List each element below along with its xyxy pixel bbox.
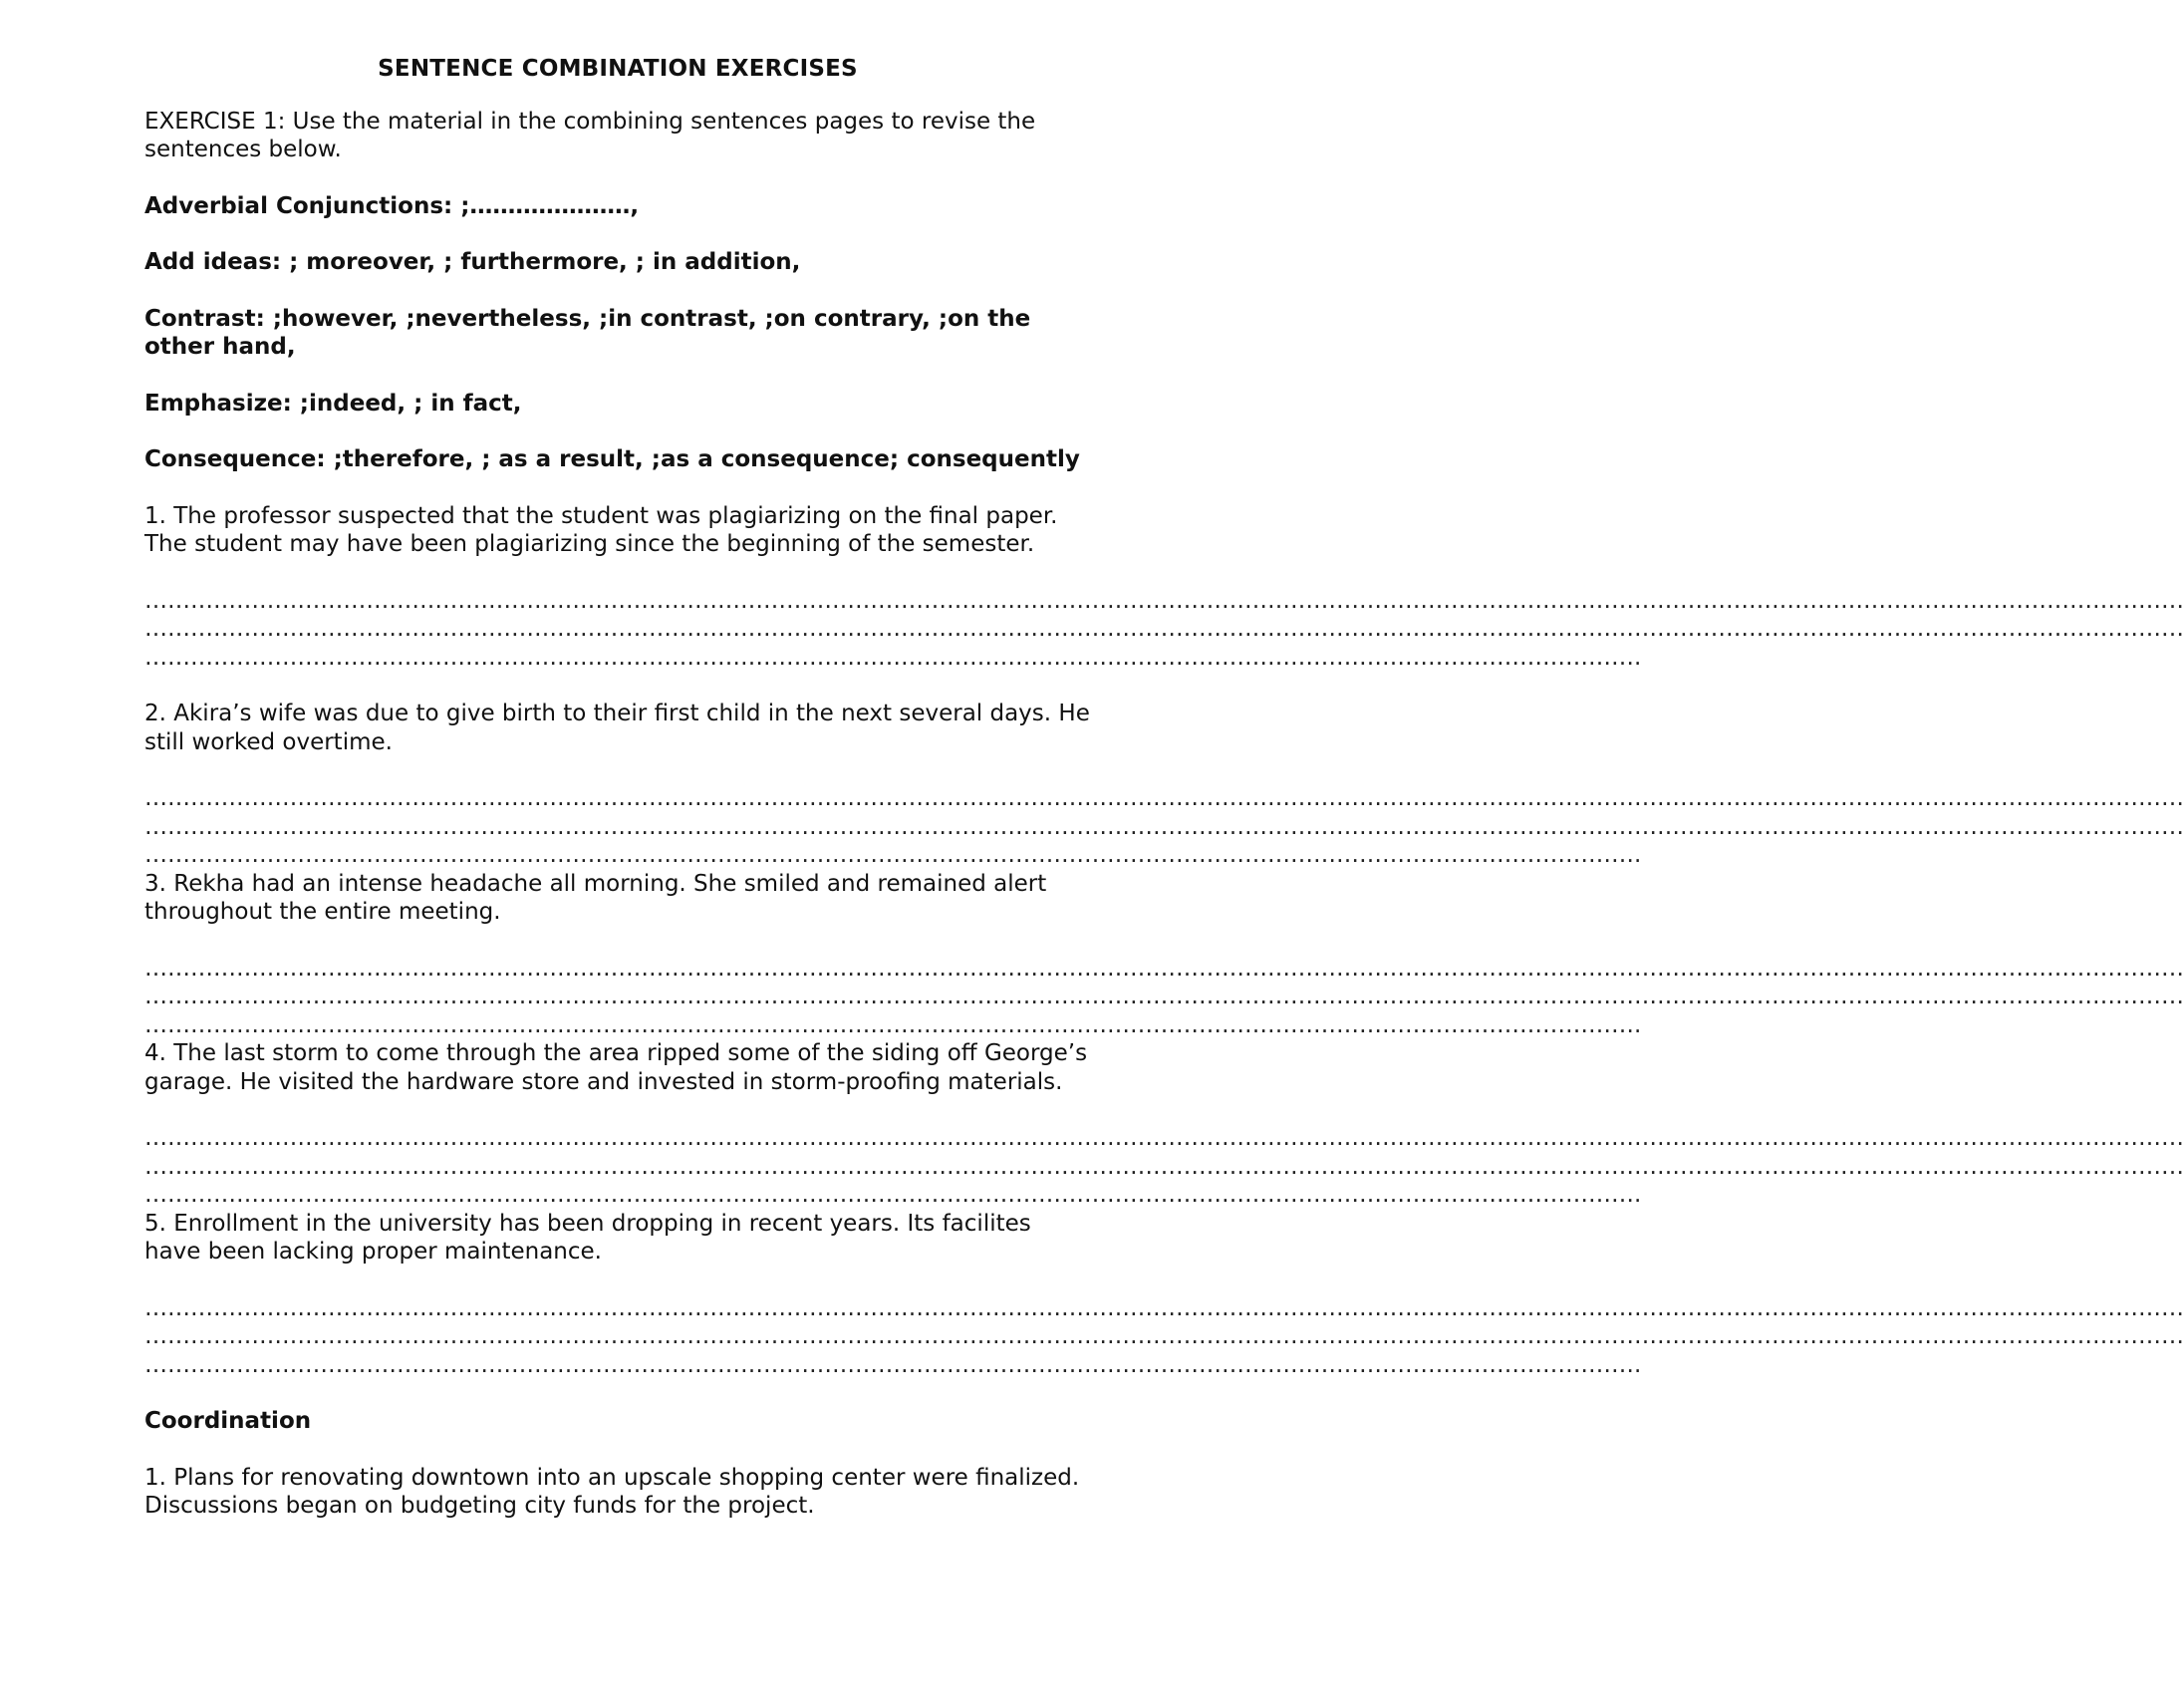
question-2: 2. Akira’s wife was due to give birth to their first child in the next several days. He still worked overtime. — [144, 701, 1090, 755]
answer-lines-5[interactable] — [144, 1294, 2184, 1380]
answer-line: …………………………………………………………………………………………………………………………………………………………………………………………………………………………………………… — [144, 984, 2184, 1009]
consequence-line: Consequence: ;therefore, ; as a result, ;as a consequence; consequently — [144, 446, 1080, 472]
answer-lines-3[interactable] — [144, 955, 2184, 1040]
answer-line: ……………………………………………………………………………………………………………………………………………………………………………. — [144, 1182, 1642, 1208]
emphasize-line: Emphasize: ;indeed, ; in fact, — [144, 390, 522, 417]
question-5: 5. Enrollment in the university has been dropping in recent years. Its facilites have been lacking proper maintenance. — [144, 1210, 1031, 1265]
answer-line: …………………………………………………………………………………………………………………………………………………………………………………………………………………………………………… — [144, 813, 2184, 840]
answer-line: …………………………………………………………………………………………………………………………………………………………………………………………………………………………………………… — [144, 785, 2184, 811]
contrast-line: Contrast: ;however, ;nevertheless, ;in contrast, ;on contrary, ;on the other hand, — [144, 305, 1031, 360]
exercise-1-instructions: EXERCISE 1: Use the material in the combining sentences pages to revise the sentences below. — [144, 108, 1036, 162]
answer-line: ……………………………………………………………………………………………………………………………………………………………………………. — [144, 644, 1642, 671]
adverbial-conjunctions-heading: Adverbial Conjunctions: ;…………………, — [144, 192, 640, 219]
answer-line: …………………………………………………………………………………………………………………………………………………………………………………………………………………………………………… — [144, 1153, 2184, 1180]
page-title: SENTENCE COMBINATION EXERCISES — [378, 56, 858, 82]
answer-lines-2[interactable] — [144, 784, 2184, 870]
answer-line: …………………………………………………………………………………………………………………………………………………………………………………………………………………………………………… — [144, 955, 2184, 982]
answer-line: …………………………………………………………………………………………………………………………………………………………………………………………………………………………………………… — [144, 587, 2184, 614]
worksheet-page — [144, 55, 2184, 1521]
answer-line: …………………………………………………………………………………………………………………………………………………………………………………………………………………………………………… — [144, 1125, 2184, 1151]
answer-line: ……………………………………………………………………………………………………………………………………………………………………………. — [144, 1351, 1642, 1378]
question-3: 3. Rekha had an intense headache all morning. She smiled and remained alert throughout the entire meeting. — [144, 870, 1047, 925]
answer-line: ……………………………………………………………………………………………………………………………………………………………………………. — [144, 1011, 1642, 1038]
answer-line: …………………………………………………………………………………………………………………………………………………………………………………………………………………………………………… — [144, 1294, 2184, 1321]
answer-lines-1[interactable] — [144, 587, 2184, 673]
add-ideas-line: Add ideas: ; moreover, ; furthermore, ; in addition, — [144, 249, 801, 275]
answer-line: …………………………………………………………………………………………………………………………………………………………………………………………………………………………………………… — [144, 616, 2184, 642]
coordination-heading: Coordination — [144, 1408, 312, 1434]
coordination-question-1: 1. Plans for renovating downtown into an upscale shopping center were finalized. Discussions began on budgeting city funds for the project. — [144, 1464, 1080, 1519]
answer-line: …………………………………………………………………………………………………………………………………………………………………………………………………………………………………………… — [144, 1323, 2184, 1349]
answer-lines-4[interactable] — [144, 1124, 2184, 1210]
answer-line: ……………………………………………………………………………………………………………………………………………………………………………. — [144, 842, 1642, 868]
question-4: 4. The last storm to come through the area ripped some of the siding off George’s garage. He visited the hardware store and invested in storm-proofing materials. — [144, 1040, 1088, 1095]
question-1: 1. The professor suspected that the student was plagiarizing on the final paper. The student may have been plagiarizing since the beginning of the semester. — [144, 502, 1058, 557]
